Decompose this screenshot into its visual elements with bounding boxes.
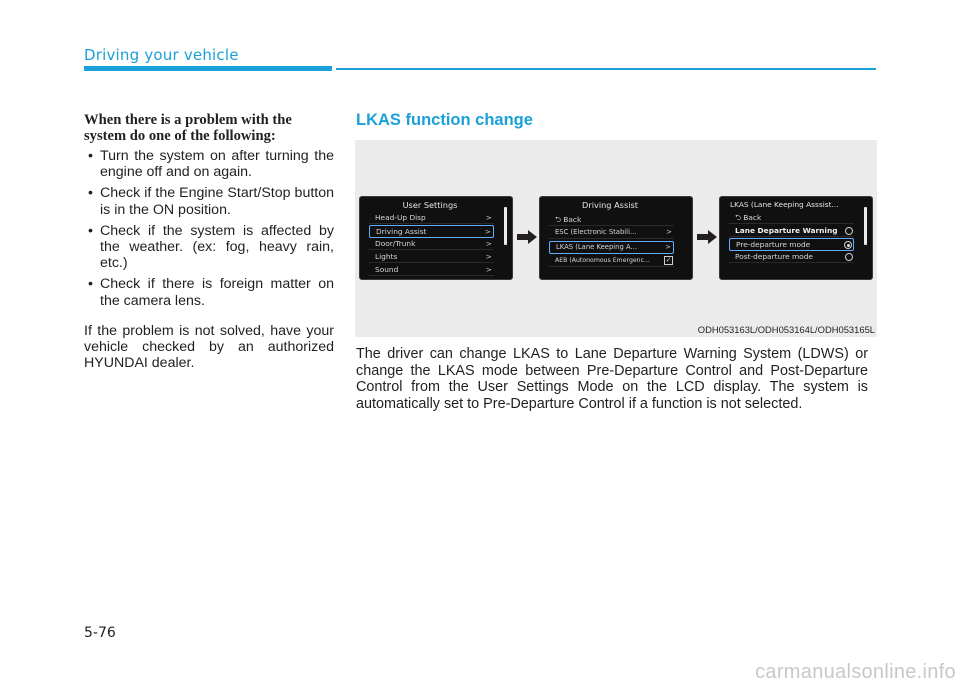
lkas-heading: LKAS function change	[356, 111, 533, 129]
figure-caption: ODH053163L/ODH053164L/ODH053165L	[697, 324, 875, 335]
chevron-right-icon: >	[665, 243, 671, 251]
arrow-right-icon	[517, 230, 537, 244]
radio-off-icon[interactable]	[845, 253, 853, 261]
back-item[interactable]	[729, 212, 854, 224]
lkas-screen	[719, 196, 873, 280]
menu-item-head-up[interactable]	[369, 212, 494, 224]
dealer-paragraph: If the problem is not solved, have your vehicle checked by an authorized HYUNDAI dealer.	[84, 322, 334, 372]
back-label: Back	[743, 213, 762, 222]
option-post-departure[interactable]	[729, 251, 854, 263]
checkbox-checked-icon[interactable]: ✓	[665, 256, 672, 264]
left-column	[84, 112, 334, 371]
arrow-right-icon	[697, 230, 717, 244]
option-pre-departure[interactable]	[729, 238, 854, 251]
menu-label: LKAS (Lane Keeping A...	[556, 243, 637, 251]
menu-label: Sound	[375, 265, 399, 274]
menu-label: ESC (Electronic Stabili...	[555, 228, 637, 236]
screen-title: LKAS (Lane Keeping Asssist...	[730, 200, 839, 209]
watermark[interactable]: carmanualsonline.info	[755, 661, 956, 683]
menu-item-lkas[interactable]	[549, 241, 674, 254]
menu-label: Driving Assist	[376, 227, 427, 236]
back-item[interactable]	[549, 214, 674, 226]
section-title: Driving your vehicle	[84, 46, 239, 64]
menu-item-aeb[interactable]	[549, 255, 674, 267]
problem-bullets	[84, 148, 334, 309]
back-label: Back	[563, 215, 582, 224]
menu-label: Lights	[375, 252, 398, 261]
lcd-figure	[355, 140, 877, 337]
problem-lead: When there is a problem with the system do one of the following:	[84, 112, 292, 144]
radio-on-icon[interactable]	[844, 241, 852, 249]
bullet-item: • Turn the system on after turning the engine off and on again.	[84, 148, 334, 180]
chevron-right-icon: >	[485, 252, 492, 261]
back-arrow-icon: ⮌	[555, 215, 564, 224]
back-arrow-icon: ⮌	[735, 213, 744, 222]
option-label: Pre-departure mode	[736, 240, 811, 249]
option-label: Lane Departure Warning	[735, 226, 838, 235]
user-settings-screen	[359, 196, 513, 280]
screen-title: User Settings	[402, 200, 458, 210]
bullet-item: • Check if the Engine Start/Stop button is in the ON position.	[84, 185, 334, 217]
chevron-right-icon: >	[485, 265, 492, 274]
menu-label: AEB (Autonomous Emergenc...	[555, 257, 650, 264]
menu-item-lights[interactable]	[369, 251, 494, 263]
menu-item-door-trunk[interactable]	[369, 238, 494, 250]
option-lane-departure-warning[interactable]	[729, 225, 854, 237]
lkas-body: The driver can change LKAS to Lane Departure Warning System (LDWS) or change the LKAS mode between Pre-Departure Control and Post-Departure Control from the User Settings Mode on the LCD display. The system is automatically set to Pre-Departure Control if a function is not selected.	[356, 346, 868, 412]
scrollbar[interactable]	[504, 207, 507, 245]
chevron-right-icon: >	[666, 228, 672, 236]
menu-item-driving-assist[interactable]	[369, 225, 494, 238]
option-label: Post-departure mode	[735, 252, 813, 261]
chevron-right-icon: >	[485, 213, 492, 222]
menu-label: Head-Up Disp	[375, 213, 426, 222]
page-number: 5-76	[84, 625, 116, 641]
scrollbar[interactable]	[864, 207, 867, 245]
header-rule-thin	[336, 68, 876, 70]
screen-title: Driving Assist	[582, 200, 638, 210]
chevron-right-icon: >	[484, 227, 491, 236]
chevron-right-icon: >	[485, 239, 492, 248]
menu-label: Door/Trunk	[375, 239, 416, 248]
menu-item-sound[interactable]	[369, 264, 494, 276]
bullet-item: • Check if there is foreign matter on the camera lens.	[84, 276, 334, 308]
driving-assist-screen	[539, 196, 693, 280]
bullet-item: • Check if the system is affected by the weather. (ex: fog, heavy rain, etc.)	[84, 223, 334, 272]
menu-item-esc[interactable]	[549, 227, 674, 239]
radio-off-icon[interactable]	[845, 227, 853, 235]
header-rule-thick	[84, 66, 332, 71]
